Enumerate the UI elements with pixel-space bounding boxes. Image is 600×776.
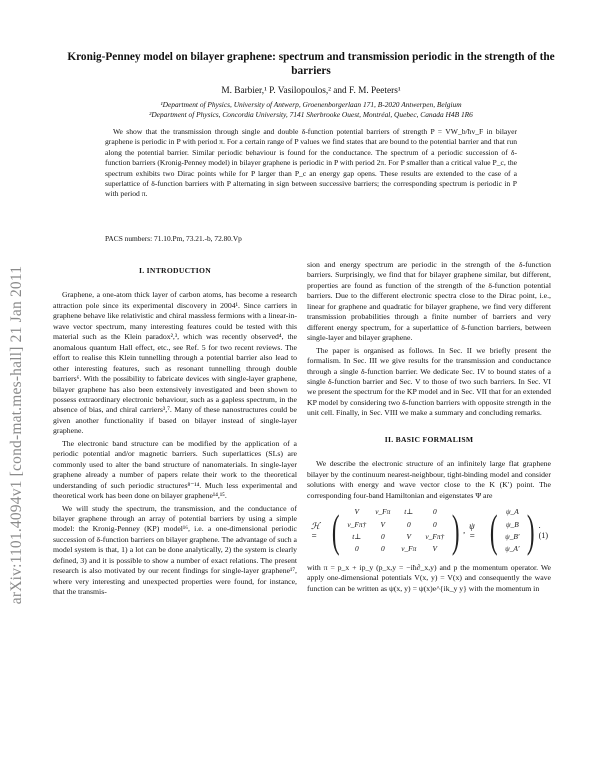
left-column [53, 263, 297, 600]
arxiv-stamp-text: arXiv:1101.4094v1 [cond-mat.mes-hall] 21 Jan 2011 [8, 265, 26, 605]
eigenstate-vector-expr [465, 504, 551, 556]
paragraph: sion and energy spectrum are periodic in the strength of the δ-function barriers. Surprisingly, we find that for bilayer graphene similar, but different, properties are found as function of the strength of the δ-function potential barriers. Due to the different electronic spectra close to the Dirac point, i.e., linear for graphene and quadratic for bilayer graphene, we find very different transmission probabilities through a finite number of barriers and very different energy spectrum, for a superlattice of δ-function barriers, between single-layer and bilayer graphene. [307, 260, 551, 343]
paragraph: Graphene, a one-atom thick layer of carbon atoms, has become a research attraction pole since its experimental discovery in 2004¹. Since carriers in graphene behave like relativistic and chiral massless fermions with a linear-in-wave vector spectrum, many interesting features could be tested with this material such as the Klein paradox²,³, which was recently observed⁴, the anomalous quantum Hall effect, etc., see Ref. 5 for two recent reviews. The effort to realise this Klein tunnelling through a potential barrier also lead to other interesting features, such as resonant tunnelling through double barriers⁶. With the possibility to fabricate devices with single-layer graphene, bilayer graphene has also been extensively investigated and been shown to possess extraordinary electronic behaviour, such as a gapless spectrum, in the absence of bias, and chiral carriers³,⁷. Many of these nanostructures could be given another functionality if based on bilayer instead of single-layer graphene. [53, 290, 297, 436]
bracket-left: ( [332, 504, 340, 556]
matrix-cell: V [380, 519, 386, 529]
eigenstate-vector [501, 507, 523, 555]
affiliation-1: ¹Department of Physics, University of Antwerp, Groenenborgerlaan 171, B-2020 Antwerpen, Belgium [160, 100, 462, 109]
section-heading-formalism [307, 435, 551, 445]
matrix-cell: V [354, 507, 360, 517]
hamiltonian-matrix [344, 507, 448, 555]
affiliation-2: ²Department of Physics, Concordia University, 7141 Sherbrooke Ouest, Montréal, Quebec, Canada H4B 1R6 [149, 110, 473, 119]
matrix-cell: v_Fπ† [347, 519, 367, 529]
psi-lhs: ψ = [469, 520, 476, 541]
section-heading-introduction [53, 266, 297, 276]
matrix-cell: 0 [432, 519, 437, 529]
vector-cell: ψ_A′ [505, 544, 520, 554]
matrix-cell: 0 [380, 531, 385, 541]
matrix-cell: 0 [354, 544, 359, 554]
paragraph: The electronic band structure can be modified by the application of a periodic potential and/or magnetic barriers. Such superlattices (SLs) are commonly used to alter the band structure of nanomaterials. In single-layer graphene already a number of papers relate their work to the theoretical understanding of such periodic structures⁸⁻¹⁴. Much less experimental and theoretical work has been done on bilayer graphene¹⁴,¹⁵. [53, 438, 297, 501]
equation-comma: , [463, 525, 466, 535]
vector-cell: ψ_A [505, 507, 519, 517]
vector-cell: ψ_B [505, 519, 519, 529]
matrix-cell: V [406, 531, 412, 541]
arxiv-stamp [2, 255, 32, 615]
matrix-cell: 0 [406, 519, 411, 529]
author-list: M. Barbier,¹ P. Vasilopoulos,² and F. M. Peeters¹ [221, 86, 401, 96]
paragraph: We will study the spectrum, the transmission, and the conductance of bilayer graphene through an array of potential barriers by using a simple model: the Kronig-Penney (KP) model¹⁶, i.e. a one-dimensional periodic succession of δ-function barriers on bilayer graphene. The advantage of such a model system is that, 1) a lot can be done analytically, 2) the system is clearly defined, 3) and it is possible to show a number of exact relations. The present research is also motivated by our recent findings for single-layer graphene¹⁷, where very interesting and unexpected properties were found, for instance, that the transmis- [53, 503, 297, 597]
pacs-numbers: PACS numbers: 71.10.Pm, 73.21.-b, 72.80.Vp [105, 234, 242, 243]
bracket-right: ) [451, 504, 460, 556]
paper-title: Kronig-Penney model on bilayer graphene: spectrum and transmission periodic in the strength of the barriers [67, 51, 555, 77]
equation-number: . (1) [538, 520, 548, 540]
section-title: INTRODUCTION [146, 266, 212, 275]
matrix-cell: t⊥ [352, 531, 362, 541]
hamiltonian-equation [307, 504, 551, 556]
matrix-cell: v_Fπ† [425, 531, 445, 541]
bracket-left: ( [489, 504, 498, 556]
matrix-cell: t⊥ [404, 507, 414, 517]
vector-cell: ψ_B′ [505, 531, 520, 541]
section-number: I. [138, 266, 145, 275]
matrix-cell: 0 [432, 507, 437, 517]
paragraph: The paper is organised as follows. In Sec. II we briefly present the formalism. In Sec. III we give results for the transmission and conductance through a single δ-function barrier. We dedicate Sec. IV to bound states of a single δ-function barrier and Sec. V to those of two such barriers. In Sec. VI we present the spectrum for the KP model and in Sec. VII that for an extended KP model by considering two δ-function barriers with opposite strength in the unit cell. Finally, in Sec. VIII we make a summary and concluding remarks. [307, 345, 551, 418]
matrix-cell: 0 [380, 544, 385, 554]
abstract: We show that the transmission through single and double δ-function potential barriers of strength P = VW_b/ħv_F in bilayer graphene is periodic in P with period π. For a certain range of P values we find states that are bound to the potential barrier and that run along the potential barrier. Similar periodic behaviour is found for the conductance. The spectrum of a periodic succession of δ-function barriers (Kronig-Penney model) in bilayer graphene is periodic in P with period 2π. For P smaller than a critical value P_c, the spectrum exhibits two Dirac points while for P larger than P_c an energy gap opens. These results are extended to the case of a superlattice of δ-function barriers with P alternating in sign between successive barriers; the corresponding spectrum is periodic in P with period π. [105, 127, 517, 199]
paragraph: We describe the electronic structure of an infinitely large flat graphene bilayer by the continuum nearest-neighbour, tight-binding model and consider solutions with energy and wave vector close to the K (K′) point. The corresponding four-band Hamiltonian and eigenstates Ψ are [307, 459, 551, 500]
bracket-right: ) [527, 504, 535, 556]
matrix-cell: v_Fπ [375, 507, 391, 517]
matrix-cell: v_Fπ [401, 544, 417, 554]
section-number: II. [384, 434, 394, 444]
equation-lhs: ℋ = [311, 520, 320, 541]
right-column [307, 260, 551, 596]
matrix-cell: V [432, 544, 438, 554]
section-title: BASIC FORMALISM [395, 434, 474, 444]
paragraph: with π = p_x + ip_y (p_x,y = −iħ∂_x,y) and p the momentum operator. We apply one-dimensional potentials V(x, y) = V(x) and consequently the wave function can be written as ψ(x, y) = ψ(x)e^{ik_y y} with the momentum in [307, 562, 551, 593]
hamiltonian-matrix-expr [307, 504, 466, 556]
